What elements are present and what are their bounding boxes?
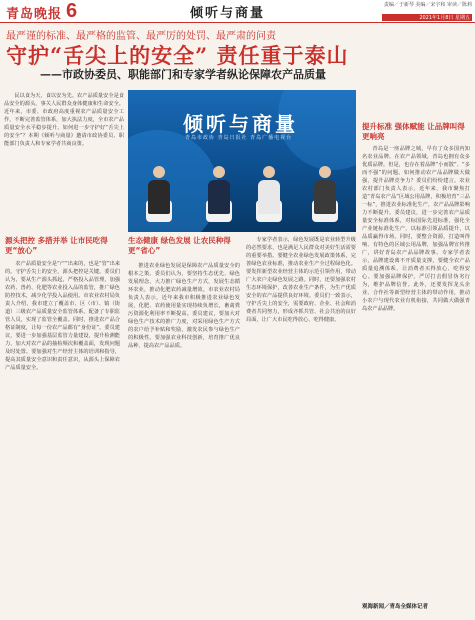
photo-backdrop-title: 倾听与商量 — [183, 112, 298, 136]
guest-figure — [314, 166, 336, 214]
column-paragraph: 农产品质量安全是“产”出来的，也是“管”出来的。守护舌尖上的安全，源头把控是关键。委员们认为，要从生产源头抓起，严格投入品管理，加强农药、兽药、化肥等农业投入品的监管，推广绿色防控技术，减少化学投入品使用。市农业农村局负责人介绍，我市建立了覆盖市、区（市）、镇（街道）三级农产品质量安全监管体系，配备了专职监管人员，实现了监管全覆盖。同时，推进农产品合格证制度，让每一份农产品都有“身份证”。委员建议，要进一步加强基层监管力量建设，提升检测能力，加大对农产品的抽检频次和覆盖面，发现问题及时处置。要加强对生产经营主体的培训和指导，提高其质量安全意识和责任意识，从源头上保障农产品质量安全。 — [5, 261, 120, 371]
column-text — [5, 260, 120, 372]
column-paragraph: 推进农业绿色发展是保障农产品质量安全的根本之策。委员们认为，要坚持生态优先、绿色发展理念，大力推广绿色生产方式，发展生态循环农业，推动化肥农药减量增效。市农业农村局负责人表示，近年来我市积极推进农业绿色发展，化肥、农药使用量实现持续负增长，畜禽粪污资源化利用率不断提高。委员建议，要加大对绿色生产技术的推广力度，对采用绿色生产方式的农户给予补贴和奖励，激发农民参与绿色生产的积极性。要加强农业科技创新，培育推广优良品种，提高农产品品质。 — [128, 263, 240, 349]
byline: 观海新闻／青岛全媒体记者 — [362, 604, 429, 610]
subhead: ——市政协委员、职能部门和专家学者纵论保障农产品质量 — [40, 68, 326, 81]
column-text — [246, 236, 356, 324]
sidebar-text — [362, 145, 470, 313]
intro-paragraph: 民以食为天，食以安为先。农产品质量安全是食品安全的源头，事关人民群众身体健康和生命安全。近年来，市委、市政府高度重视农产品质量安全工作，不断完善监管体系，加大执法力度，全市农产品质量安全水平稳步提升。如何进一步守护好“舌尖上的安全”？本期《倾听与商量》邀请市政协委员、职能部门负责人和专家学者共商良策。 — [4, 93, 124, 147]
guest-figure — [208, 166, 230, 214]
section-heading-green-development: 生态健康 绿色发展 让农民种得更“省心” — [128, 236, 231, 255]
headline: 守护“舌尖上的安全” 责任重于泰山 — [6, 43, 349, 68]
column-paragraph: 专家学者表示，绿色发展既是农业转型升级的必然要求，也是满足人民群众对美好生活需要的重要举措。要健全农业绿色发展政策体系，完善绿色农业标准，推动农业生产全过程绿色化。要发挥新型农业经营主体的示范引领作用，带动广大农户走绿色发展之路。同时，还要加强农村生态环境保护，改善农业生产条件，为生产优质安全的农产品提供良好环境。委员们一致表示，守护舌尖上的安全，需要政府、企业、社会和消费者共同努力，形成齐抓共管、社会共治的良好局面，让广大市民吃得放心、吃得健康。 — [246, 237, 356, 323]
forum-photo — [128, 90, 356, 232]
newspaper-logo: 青岛晚报 — [6, 7, 63, 22]
page-number: 6 — [66, 0, 78, 22]
photo-backdrop-subtitle: 青岛市政协 青岛日报社 青岛广播电视台 — [185, 135, 293, 141]
intro-text — [4, 92, 124, 148]
guest-figure — [148, 166, 170, 214]
section-title: 倾听与商量 — [190, 6, 266, 21]
sidebar-heading: 提升标准 强体赋能 让品牌叫得更响亮 — [362, 122, 465, 141]
kicker: 最严谨的标准、最严格的监管、最严厉的处罚、最严肃的问责 — [6, 31, 276, 42]
column-text — [128, 262, 240, 350]
sidebar-paragraph: 青岛是一座品牌之城，早有了众多国内知名农业品牌。在农产品领域，青岛也拥有众多优质品牌。但是，也存在着品牌“小而散”、“多而不强”的问题。如何推动农产品品牌做大做强，提升品牌竞争力？委员们纷纷建言。农业农村部门负责人表示，近年来，我市聚焦打造“青岛农产品”区域公用品牌，积极培育“三品一标”，推进农业标准化生产，农产品品牌影响力不断提升。委员建议，进一步完善农产品质量安全标准体系，对标国际先进标准，强化全产业链标准化生产，以标准引领品质提升，以品质赢得市场。同时，要整合资源，打造叫得响、有特色的区域公用品牌，加强品牌宣传推广，讲好青岛农产品品牌故事。专家学者表示，品牌建设离不开质量支撑，要健全农产品质量追溯体系，让消费者买得放心、吃得安心。要加强品牌保护，严厉打击假冒伪劣行为，维护品牌信誉。此外，还要发挥龙头企业、合作社等新型经营主体的带动作用，推动小农户与现代农业有机衔接，共同做大做强青岛农产品品牌。 — [362, 146, 470, 312]
issue-date: 2021年1月8日 星期五 — [382, 14, 472, 21]
guest-figure — [258, 166, 280, 214]
editor-credits: 责编／于新琴 美编／宋宇和 审读／陈莉 — [383, 2, 472, 8]
section-heading-source-control: 源头把控 多措并举 让市民吃得更“放心” — [5, 236, 108, 255]
